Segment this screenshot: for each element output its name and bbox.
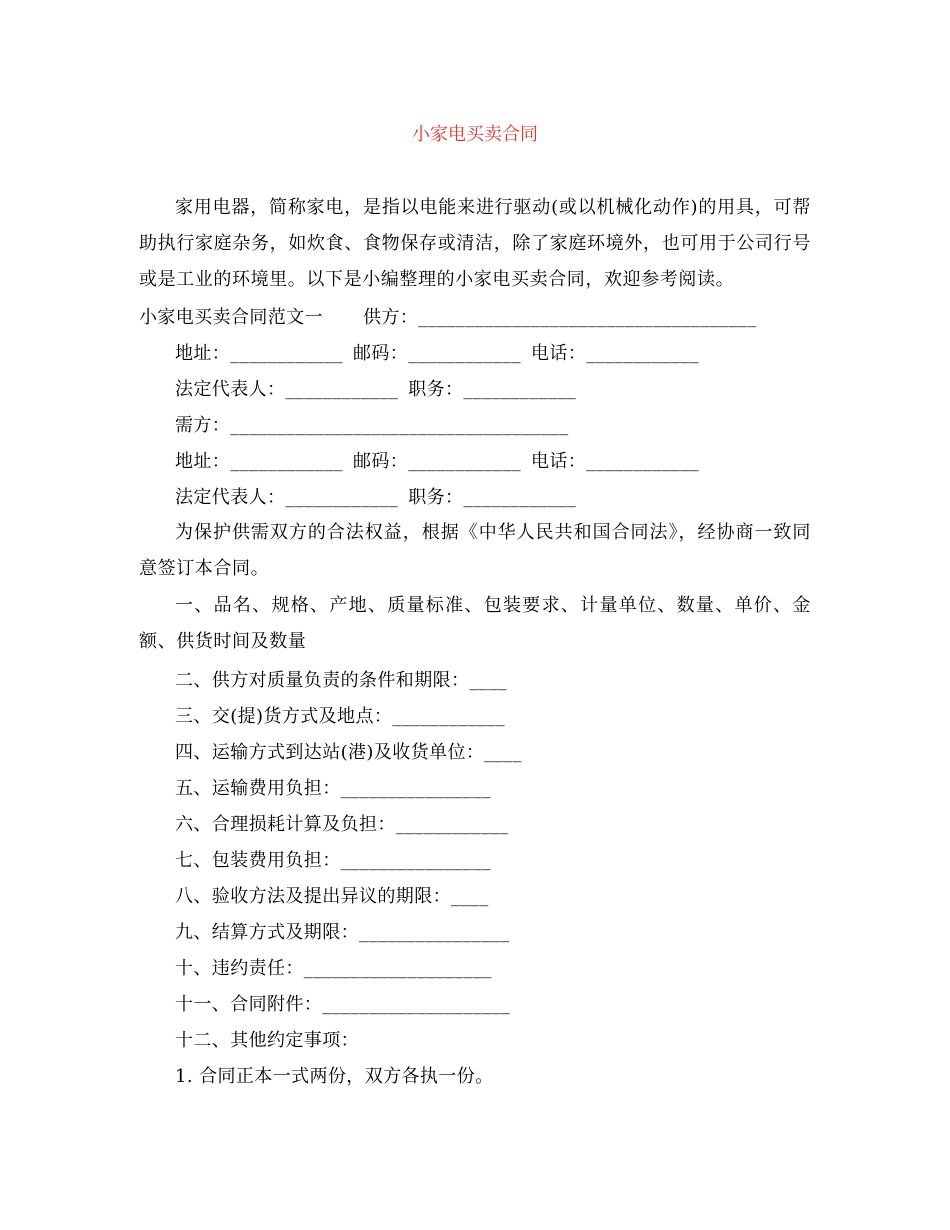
- supplier-blank: ____________________________________: [418, 307, 757, 328]
- clause-12-item-1: 1. 合同正本一式两份，双方各执一份。: [175, 1066, 494, 1087]
- clause-10: 十、违约责任：____________________: [175, 958, 492, 979]
- supplier-rep-line: [175, 377, 576, 403]
- supplier-rep-field: 法定代表人：____________: [175, 379, 399, 400]
- buyer-rep-field: 法定代表人：____________: [175, 487, 399, 508]
- clause-1: 一、品名、规格、产地、质量标准、包装要求、计量单位、数量、单价、金额、供货时间及数量: [139, 595, 811, 652]
- clause-4: 四、运输方式到达站(港)及收货单位：____: [175, 742, 522, 763]
- buyer-address-field: 地址：____________: [175, 451, 343, 472]
- buyer-line: 需方：____________________________________: [175, 415, 569, 436]
- supplier-phone-field: 电话：____________: [531, 343, 699, 364]
- clause-7: 七、包装费用负担：________________: [175, 850, 491, 871]
- supplier-contact-line: [175, 341, 699, 367]
- clause-2: 二、供方对质量负责的条件和期限：____: [175, 670, 507, 691]
- clause-12: 十二、其他约定事项：: [175, 1030, 359, 1051]
- supplier-line: [139, 305, 757, 331]
- preamble-paragraph: 为保护供需双方的合法权益，根据《中华人民共和国合同法》，经协商一致同意签订本合同。: [139, 522, 811, 579]
- buyer-contact-line: [175, 449, 699, 475]
- clause-3: 三、交(提)货方式及地点：____________: [175, 706, 506, 727]
- clause-6: 六、合理损耗计算及负担：____________: [175, 814, 509, 835]
- sample-heading: 小家电买卖合同范文一: [139, 307, 323, 328]
- supplier-label: 供方：: [363, 307, 419, 328]
- buyer-postcode-field: 邮码：____________: [353, 451, 521, 472]
- document-title: 小家电买卖合同: [412, 124, 538, 145]
- buyer-title-field: 职务：____________: [408, 487, 577, 508]
- supplier-title-field: 职务：____________: [408, 379, 577, 400]
- clause-8: 八、验收方法及提出异议的期限：____: [175, 886, 489, 907]
- supplier-address-field: 地址：____________: [175, 343, 343, 364]
- intro-paragraph: 家用电器，简称家电，是指以电能来进行驱动(或以机械化动作)的用具，可帮助执行家庭杂务，如炊食、食物保存或清洁，除了家庭环境外，也可用于公司行号或是工业的环境里。以下是小编整理的小家电买卖合同，欢迎参考阅读。: [139, 197, 811, 290]
- buyer-phone-field: 电话：____________: [531, 451, 699, 472]
- clause-9: 九、结算方式及期限：________________: [175, 922, 510, 943]
- clause-5: 五、运输费用负担：________________: [175, 778, 491, 799]
- supplier-postcode-field: 邮码：____________: [353, 343, 521, 364]
- buyer-rep-line: [175, 485, 576, 511]
- clause-11: 十一、合同附件：____________________: [175, 994, 511, 1015]
